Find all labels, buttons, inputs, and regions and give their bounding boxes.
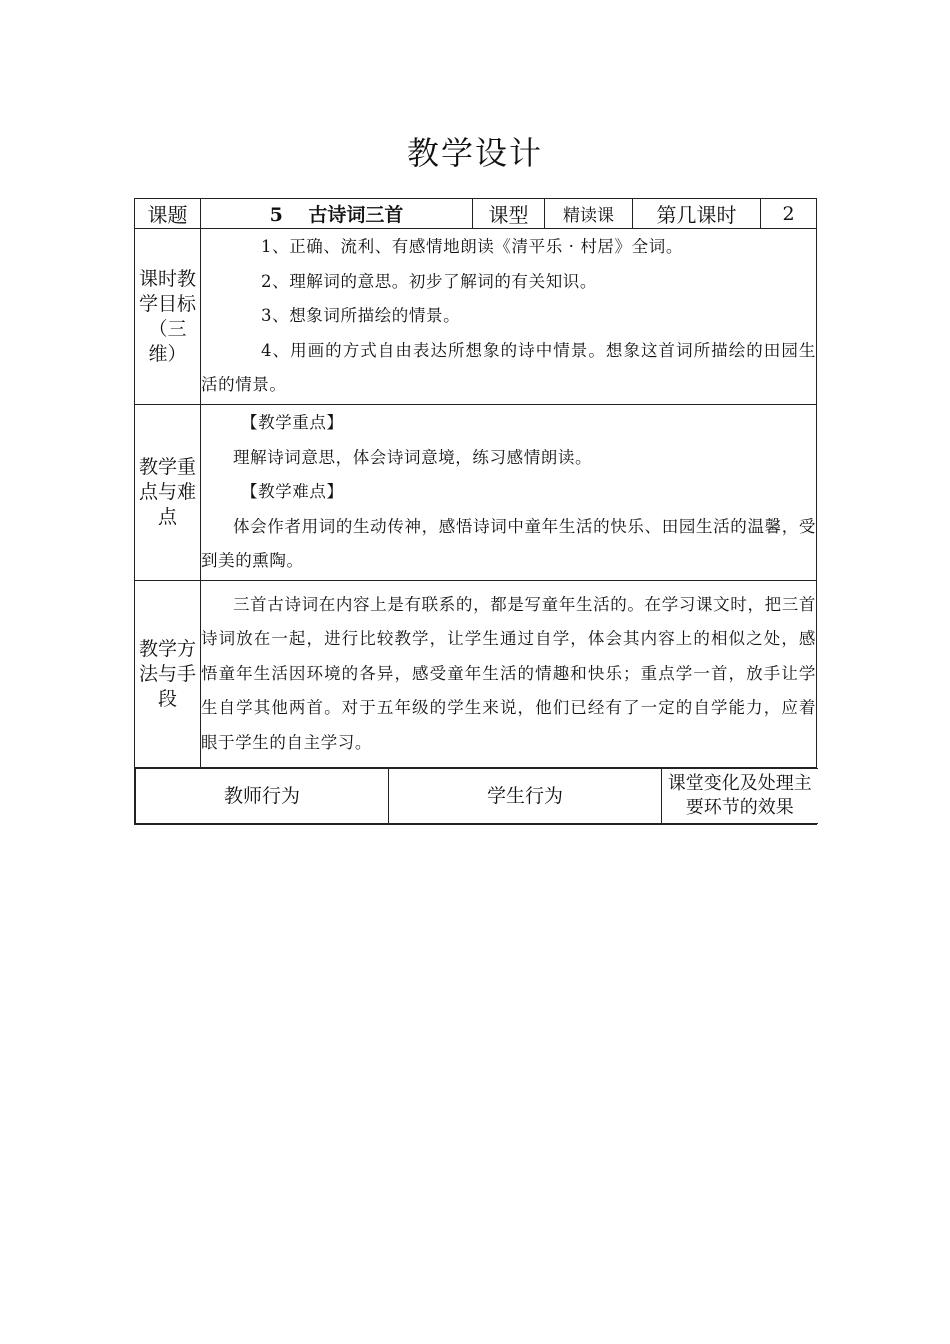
type-value: 精读课 bbox=[545, 199, 633, 229]
goals-row bbox=[135, 229, 817, 405]
effect-header: 课堂变化及处理主要环节的效果 bbox=[662, 769, 818, 824]
period-value: 2 bbox=[761, 199, 817, 229]
page-title: 教学设计 bbox=[406, 134, 543, 172]
difficulty-heading: 【教学难点】 bbox=[241, 482, 344, 502]
methods-row bbox=[135, 581, 817, 768]
type-label: 课型 bbox=[473, 199, 545, 229]
goal-item: 2、理解词的意思。初步了解词的有关知识。 bbox=[261, 271, 597, 291]
goal-item: 1、正确、流利、有感情地朗读《清平乐 · 村居》全词。 bbox=[261, 237, 683, 257]
key-points-label: 教学重点与难点 bbox=[135, 405, 201, 581]
period-label: 第几课时 bbox=[633, 199, 761, 229]
student-behavior-header: 学生行为 bbox=[389, 769, 662, 824]
methods-text: 三首古诗词在内容上是有联系的，都是写童年生活的。在学习课文时，把三首诗词放在一起，进行比较教学，让学生通过自学，体会其内容上的相似之处，感悟童年生活因环境的各异，感受童年生活的情趣和快乐；重点学一首，放手让学生自学其他两首。对于五年级的学生来说，他们已经有了一定的自学能力，应着眼于学生的自主学习。 bbox=[201, 594, 816, 752]
topic-value: 5 古诗词三首 bbox=[201, 199, 473, 229]
topic-label: 课题 bbox=[135, 199, 201, 229]
difficulty-text: 体会作者用词的生动传神，感悟诗词中童年生活的快乐、田园生活的温馨，受到美的熏陶。 bbox=[201, 516, 816, 571]
footer-row bbox=[135, 768, 817, 825]
teacher-behavior-header: 教师行为 bbox=[136, 769, 389, 824]
header-row bbox=[135, 199, 817, 229]
methods-label: 教学方法与手段 bbox=[135, 581, 201, 768]
focus-heading: 【教学重点】 bbox=[241, 413, 344, 433]
goals-label: 课时教学目标（三维） bbox=[135, 229, 201, 405]
methods-content bbox=[201, 581, 817, 768]
lesson-plan-table bbox=[134, 198, 817, 825]
focus-text: 理解诗词意思，体会诗词意境，练习感情朗读。 bbox=[233, 447, 593, 467]
key-points-row bbox=[135, 405, 817, 581]
goal-item: 4、用画的方式自由表达所想象的诗中情景。想象这首词所描绘的田园生活的情景。 bbox=[201, 340, 816, 395]
goals-content bbox=[201, 229, 817, 405]
footer-cell bbox=[135, 768, 817, 825]
key-points-content bbox=[201, 405, 817, 581]
goal-item: 3、想象词所描绘的情景。 bbox=[261, 306, 461, 326]
